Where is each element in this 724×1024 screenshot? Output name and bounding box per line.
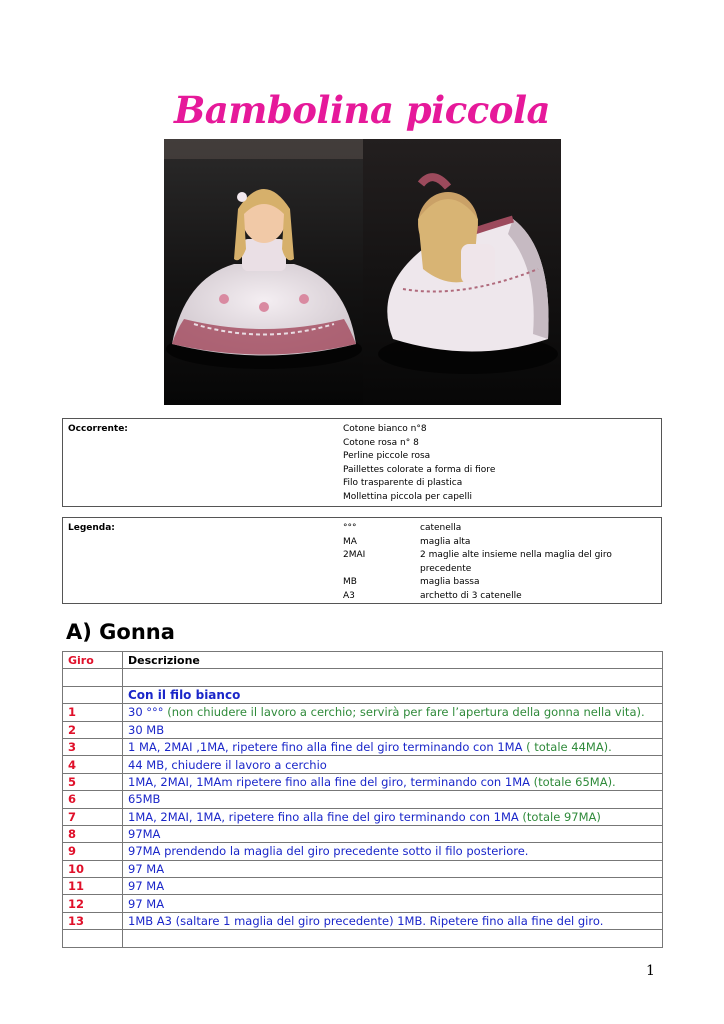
legend-desc: archetto di 3 catenelle — [420, 590, 522, 601]
giro-description: 1MA, 2MAI, 1MAm ripetere fino alla fine del giro, terminando con 1MA (totale 65MA). — [123, 773, 663, 790]
legend-row — [343, 590, 643, 604]
giro-description: 65MB — [123, 791, 663, 808]
material-item: Cotone bianco n°8 — [343, 424, 427, 434]
table-row — [63, 773, 663, 790]
giro-description: 30 MB — [123, 721, 663, 738]
materials-label: Occorrente: — [68, 424, 128, 434]
giro-number: 10 — [63, 860, 123, 877]
giro-number: 13 — [63, 912, 123, 929]
materials-list — [343, 423, 643, 505]
giro-number: 4 — [63, 756, 123, 773]
section-heading: A) Gonna — [66, 620, 175, 644]
giro-number: 6 — [63, 791, 123, 808]
table-row — [63, 808, 663, 825]
legend-row — [343, 522, 643, 536]
table-row-subheader — [63, 686, 663, 703]
legend-desc: 2 maglie alte insieme nella maglia del giro precedente — [420, 550, 612, 574]
table-row — [63, 791, 663, 808]
giro-number: 8 — [63, 825, 123, 842]
giro-description: 97MA — [123, 825, 663, 842]
table-row — [63, 878, 663, 895]
giro-description: 1MA, 2MAI, 1MA, ripetere fino alla fine del giro terminando con 1MA (totale 97MA) — [123, 808, 663, 825]
table-row — [63, 843, 663, 860]
giro-note: (totale 97MA) — [518, 809, 601, 824]
yarn-subheader: Con il filo bianco — [123, 686, 663, 703]
material-item: Filo trasparente di plastica — [343, 478, 463, 489]
giro-number: 12 — [63, 895, 123, 912]
legend-desc: maglia bassa — [420, 577, 480, 588]
giro-description: 97 MA — [123, 860, 663, 877]
column-header-descrizione: Descrizione — [123, 652, 663, 669]
table-row — [63, 721, 663, 738]
giro-description: 97 MA — [123, 895, 663, 912]
giro-description: 97MA prendendo la maglia del giro precedente sotto il filo posteriore. — [123, 843, 663, 860]
material-item: Mollettina piccola per capelli — [343, 491, 472, 502]
table-row — [63, 825, 663, 842]
page-title: Bambolina piccola — [173, 88, 550, 132]
table-row-empty — [63, 669, 663, 686]
doll-back-photo — [363, 139, 561, 405]
table-row — [63, 912, 663, 929]
giro-number: 5 — [63, 773, 123, 790]
legend-abbr: 2MAI — [343, 550, 366, 561]
legend-abbr: MB — [343, 577, 357, 588]
legend-abbr: A3 — [343, 590, 355, 601]
legend-desc: catenella — [420, 523, 462, 533]
table-row — [63, 704, 663, 721]
legend-row — [343, 576, 643, 590]
page-number: 1 — [646, 963, 655, 979]
table-row — [63, 860, 663, 877]
giro-description: 44 MB, chiudere il lavoro a cerchio — [123, 756, 663, 773]
legend-abbr: MA — [343, 536, 357, 547]
legend-label: Legenda: — [68, 523, 115, 533]
giro-description: 30 °°° (non chiudere il lavoro a cerchio; servirà per fare l’apertura della gonna nella vita). — [123, 704, 663, 721]
giro-number: 3 — [63, 738, 123, 755]
table-row-empty — [63, 930, 663, 947]
table-header-row — [63, 652, 663, 669]
giro-number: 2 — [63, 721, 123, 738]
table-row — [63, 756, 663, 773]
table-row — [63, 895, 663, 912]
legend-row — [343, 549, 643, 576]
legend-desc: maglia alta — [420, 536, 471, 547]
giro-note: (non chiudere il lavoro a cerchio; servirà per fare l’apertura della gonna nella vita). — [163, 705, 645, 720]
giro-number: 7 — [63, 808, 123, 825]
giro-description: 97 MA — [123, 878, 663, 895]
material-item: Paillettes colorate a forma di fiore — [343, 464, 496, 475]
material-item: Cotone rosa n° 8 — [343, 437, 419, 448]
giro-note: ( totale 44MA). — [522, 740, 612, 755]
material-item: Perline piccole rosa — [343, 451, 431, 462]
giro-number: 9 — [63, 843, 123, 860]
legend-box — [62, 517, 662, 604]
instructions-table — [62, 651, 663, 948]
giro-number: 1 — [63, 704, 123, 721]
column-header-giro: Giro — [63, 652, 123, 669]
giro-note: (totale 65MA). — [529, 774, 616, 789]
giro-description: 1 MA, 2MAI ,1MA, ripetere fino alla fine del giro terminando con 1MA ( totale 44MA). — [123, 738, 663, 755]
legend-row — [343, 536, 643, 550]
doll-front-photo — [164, 139, 363, 405]
giro-description: 1MB A3 (saltare 1 maglia del giro precedente) 1MB. Ripetere fino alla fine del giro. — [123, 912, 663, 929]
giro-number: 11 — [63, 878, 123, 895]
table-row — [63, 738, 663, 755]
materials-box — [62, 418, 662, 507]
legend-list — [343, 522, 643, 604]
legend-abbr: °°° — [343, 523, 357, 533]
